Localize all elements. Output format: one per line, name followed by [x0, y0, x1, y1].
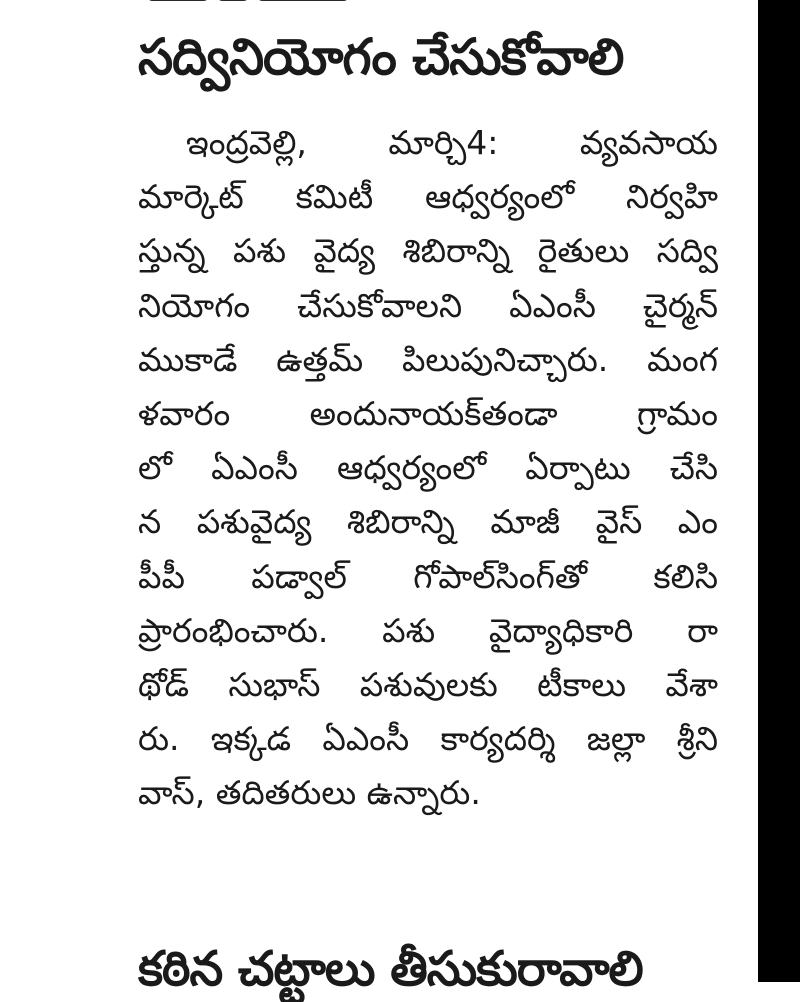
body-line: పీపీ పడ్వాల్ గోపాల్‌సింగ్‌తో కలిసి — [138, 556, 718, 596]
body-line: ప్రారంభించారు. పశు వైద్యాధికారి రా — [138, 610, 718, 650]
body-line: ళవారం అందునాయక్‌తండా గ్రామం — [138, 394, 718, 434]
next-article-headline: కఠిన చట్టాలు తీసుకురావాలి — [138, 941, 643, 997]
body-line: ఇంద్రవెల్లి, మార్చి4: వ్యవసాయ — [186, 123, 718, 162]
body-line: లో ఏఎంసీ ఆధ్వర్యంలో ఏర్పాటు చేసి — [138, 448, 718, 488]
body-line: వాస్, తదితరులు ఉన్నారు. — [138, 773, 481, 813]
body-line: థోడ్ సుభాస్ పశువులకు టీకాలు వేశా — [138, 665, 718, 705]
article-body — [138, 116, 718, 821]
article-headline: సద్వినియోగం చేసుకోవాలి — [138, 28, 624, 86]
scan-edge-bar — [758, 0, 800, 982]
body-line: మార్కెట్ కమిటీ ఆధ్వర్యంలో నిర్వహి — [138, 177, 718, 217]
body-line: నియోగం చేసుకోవాలని ఏఎంసీ చైర్మన్ — [138, 285, 718, 325]
body-line: స్తున్న పశు వైద్య శిబిరాన్ని రైతులు సద్వి — [138, 231, 718, 271]
body-line: ముకాడే ఉత్తమ్ పిలుపునిచ్చారు. మంగ — [138, 339, 718, 379]
previous-article-fragment — [148, 0, 498, 6]
body-line: రు. ఇక్కడ ఏఎంసీ కార్యదర్శి జల్లా శ్రీని — [138, 719, 718, 759]
news-article — [138, 24, 718, 821]
body-line: న పశువైద్య శిబిరాన్ని మాజీ వైస్ ఎం — [138, 502, 718, 542]
